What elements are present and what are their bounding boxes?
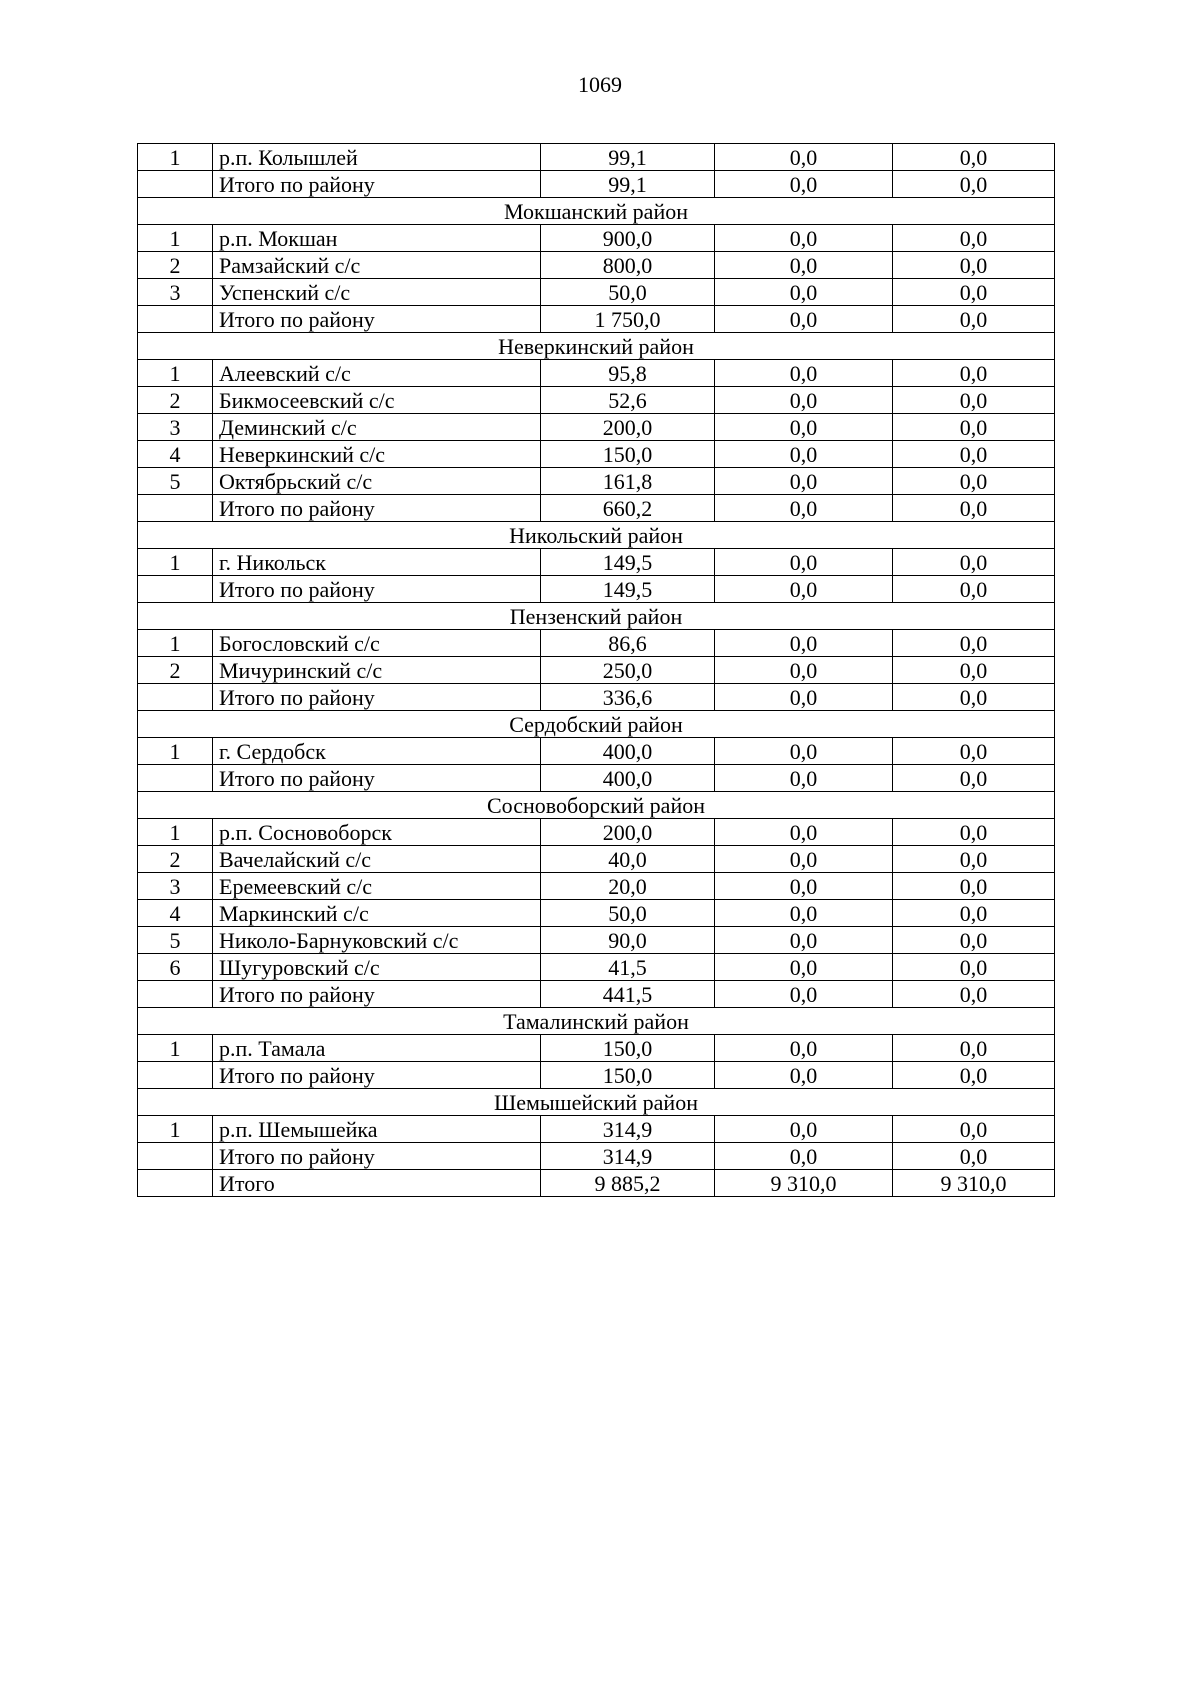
district-header-row	[138, 522, 1055, 549]
table-row	[138, 576, 1055, 603]
value-3: 0,0	[893, 360, 1055, 387]
district-title: Сердобский район	[138, 711, 1055, 738]
table-row	[138, 468, 1055, 495]
value-3: 0,0	[893, 468, 1055, 495]
value-3: 0,0	[893, 1116, 1055, 1143]
row-number: 1	[138, 225, 213, 252]
row-number: 4	[138, 900, 213, 927]
row-number: 3	[138, 279, 213, 306]
table-row	[138, 144, 1055, 171]
district-title: Никольский район	[138, 522, 1055, 549]
row-number	[138, 1062, 213, 1089]
value-1: 200,0	[541, 414, 715, 441]
settlement-name: Итого по району	[213, 1062, 541, 1089]
value-2: 0,0	[715, 954, 893, 981]
value-3: 0,0	[893, 684, 1055, 711]
district-header-row	[138, 792, 1055, 819]
value-2: 0,0	[715, 360, 893, 387]
value-1: 441,5	[541, 981, 715, 1008]
value-2: 0,0	[715, 549, 893, 576]
settlement-name: Николо-Барнуковский с/с	[213, 927, 541, 954]
row-number: 1	[138, 1116, 213, 1143]
settlement-name: Итого по району	[213, 765, 541, 792]
value-3: 0,0	[893, 144, 1055, 171]
value-2: 0,0	[715, 927, 893, 954]
value-2: 0,0	[715, 657, 893, 684]
value-1: 800,0	[541, 252, 715, 279]
value-3: 0,0	[893, 387, 1055, 414]
table-row	[138, 1143, 1055, 1170]
settlement-name: Бикмосеевский с/с	[213, 387, 541, 414]
row-number	[138, 1143, 213, 1170]
page-number: 1069	[578, 72, 622, 97]
settlement-name: р.п. Тамала	[213, 1035, 541, 1062]
row-number: 1	[138, 144, 213, 171]
value-1: 900,0	[541, 225, 715, 252]
row-number: 5	[138, 468, 213, 495]
table-row	[138, 927, 1055, 954]
row-number: 3	[138, 873, 213, 900]
value-2: 0,0	[715, 684, 893, 711]
settlement-name: Октябрьский с/с	[213, 468, 541, 495]
value-1: 660,2	[541, 495, 715, 522]
value-3: 0,0	[893, 279, 1055, 306]
value-1: 99,1	[541, 171, 715, 198]
value-2: 0,0	[715, 1062, 893, 1089]
value-3: 0,0	[893, 306, 1055, 333]
value-1: 314,9	[541, 1143, 715, 1170]
value-3: 0,0	[893, 171, 1055, 198]
value-1: 41,5	[541, 954, 715, 981]
district-title: Мокшанский район	[138, 198, 1055, 225]
value-1: 149,5	[541, 576, 715, 603]
value-2: 0,0	[715, 981, 893, 1008]
value-1: 95,8	[541, 360, 715, 387]
table-row	[138, 549, 1055, 576]
table-row	[138, 171, 1055, 198]
table-body	[138, 144, 1055, 1197]
district-header-row	[138, 1089, 1055, 1116]
value-2: 0,0	[715, 765, 893, 792]
value-1: 400,0	[541, 765, 715, 792]
value-2: 0,0	[715, 441, 893, 468]
value-2: 0,0	[715, 630, 893, 657]
table-row	[138, 387, 1055, 414]
value-3: 0,0	[893, 495, 1055, 522]
table-row	[138, 657, 1055, 684]
row-number: 1	[138, 738, 213, 765]
settlement-name: р.п. Сосновоборск	[213, 819, 541, 846]
value-3: 9 310,0	[893, 1170, 1055, 1197]
settlement-name: Рамзайский с/с	[213, 252, 541, 279]
value-1: 150,0	[541, 1035, 715, 1062]
value-1: 150,0	[541, 441, 715, 468]
table-row	[138, 954, 1055, 981]
value-1: 250,0	[541, 657, 715, 684]
row-number: 2	[138, 657, 213, 684]
table-row	[138, 630, 1055, 657]
table-row	[138, 279, 1055, 306]
row-number: 2	[138, 252, 213, 279]
value-1: 1 750,0	[541, 306, 715, 333]
value-2: 0,0	[715, 900, 893, 927]
value-3: 0,0	[893, 1035, 1055, 1062]
value-2: 0,0	[715, 306, 893, 333]
table-row	[138, 684, 1055, 711]
table-row	[138, 765, 1055, 792]
value-1: 20,0	[541, 873, 715, 900]
value-1: 336,6	[541, 684, 715, 711]
row-number: 4	[138, 441, 213, 468]
value-1: 400,0	[541, 738, 715, 765]
settlement-name: Деминский с/с	[213, 414, 541, 441]
value-1: 50,0	[541, 900, 715, 927]
value-3: 0,0	[893, 1143, 1055, 1170]
value-2: 0,0	[715, 819, 893, 846]
row-number: 1	[138, 1035, 213, 1062]
row-number: 5	[138, 927, 213, 954]
value-2: 0,0	[715, 1143, 893, 1170]
district-title: Сосновоборский район	[138, 792, 1055, 819]
budget-table	[137, 143, 1055, 1197]
settlement-name: Итого по району	[213, 171, 541, 198]
district-title: Неверкинский район	[138, 333, 1055, 360]
value-3: 0,0	[893, 576, 1055, 603]
value-2: 0,0	[715, 1035, 893, 1062]
value-3: 0,0	[893, 846, 1055, 873]
row-number: 1	[138, 819, 213, 846]
value-3: 0,0	[893, 252, 1055, 279]
table-row	[138, 252, 1055, 279]
value-3: 0,0	[893, 819, 1055, 846]
value-3: 0,0	[893, 657, 1055, 684]
district-title: Тамалинский район	[138, 1008, 1055, 1035]
value-1: 90,0	[541, 927, 715, 954]
value-2: 0,0	[715, 846, 893, 873]
settlement-name: Богословский с/с	[213, 630, 541, 657]
row-number: 1	[138, 549, 213, 576]
value-1: 40,0	[541, 846, 715, 873]
value-2: 0,0	[715, 873, 893, 900]
value-1: 99,1	[541, 144, 715, 171]
table-row	[138, 846, 1055, 873]
district-header-row	[138, 333, 1055, 360]
row-number: 6	[138, 954, 213, 981]
value-1: 150,0	[541, 1062, 715, 1089]
table-row	[138, 873, 1055, 900]
value-1: 86,6	[541, 630, 715, 657]
row-number: 3	[138, 414, 213, 441]
value-3: 0,0	[893, 981, 1055, 1008]
value-2: 0,0	[715, 414, 893, 441]
value-2: 0,0	[715, 387, 893, 414]
value-3: 0,0	[893, 765, 1055, 792]
table-row	[138, 1062, 1055, 1089]
row-number: 2	[138, 387, 213, 414]
value-3: 0,0	[893, 927, 1055, 954]
table-row	[138, 495, 1055, 522]
settlement-name: Итого по району	[213, 576, 541, 603]
value-1: 52,6	[541, 387, 715, 414]
settlement-name: р.п. Колышлей	[213, 144, 541, 171]
value-2: 0,0	[715, 1116, 893, 1143]
district-title: Шемышейский район	[138, 1089, 1055, 1116]
value-2: 0,0	[715, 225, 893, 252]
row-number	[138, 576, 213, 603]
value-1: 149,5	[541, 549, 715, 576]
settlement-name: Итого по району	[213, 1143, 541, 1170]
settlement-name: Еремеевский с/с	[213, 873, 541, 900]
value-3: 0,0	[893, 441, 1055, 468]
value-1: 161,8	[541, 468, 715, 495]
table-row	[138, 738, 1055, 765]
settlement-name: Маркинский с/с	[213, 900, 541, 927]
value-2: 0,0	[715, 279, 893, 306]
value-2: 0,0	[715, 576, 893, 603]
settlement-name: Мичуринский с/с	[213, 657, 541, 684]
district-header-row	[138, 1008, 1055, 1035]
settlement-name: Алеевский с/с	[213, 360, 541, 387]
value-3: 0,0	[893, 225, 1055, 252]
value-2: 0,0	[715, 144, 893, 171]
value-1: 9 885,2	[541, 1170, 715, 1197]
row-number	[138, 684, 213, 711]
row-number: 1	[138, 630, 213, 657]
row-number	[138, 306, 213, 333]
settlement-name: Итого по району	[213, 684, 541, 711]
row-number: 2	[138, 846, 213, 873]
value-3: 0,0	[893, 1062, 1055, 1089]
district-header-row	[138, 198, 1055, 225]
settlement-name: Итого по району	[213, 981, 541, 1008]
table-row	[138, 306, 1055, 333]
district-title: Пензенский район	[138, 603, 1055, 630]
settlement-name: р.п. Мокшан	[213, 225, 541, 252]
value-1: 200,0	[541, 819, 715, 846]
row-number	[138, 981, 213, 1008]
settlement-name: Итого по району	[213, 495, 541, 522]
table-row	[138, 1170, 1055, 1197]
table-row	[138, 441, 1055, 468]
value-3: 0,0	[893, 738, 1055, 765]
row-number: 1	[138, 360, 213, 387]
value-2: 0,0	[715, 171, 893, 198]
value-2: 0,0	[715, 252, 893, 279]
row-number	[138, 765, 213, 792]
value-2: 0,0	[715, 495, 893, 522]
value-1: 314,9	[541, 1116, 715, 1143]
value-3: 0,0	[893, 873, 1055, 900]
table-row	[138, 225, 1055, 252]
value-2: 0,0	[715, 738, 893, 765]
settlement-name: Итого	[213, 1170, 541, 1197]
table-row	[138, 1035, 1055, 1062]
district-header-row	[138, 603, 1055, 630]
value-3: 0,0	[893, 900, 1055, 927]
value-3: 0,0	[893, 954, 1055, 981]
settlement-name: г. Сердобск	[213, 738, 541, 765]
table-row	[138, 819, 1055, 846]
settlement-name: Шугуровский с/с	[213, 954, 541, 981]
row-number	[138, 495, 213, 522]
settlement-name: г. Никольск	[213, 549, 541, 576]
settlement-name: Неверкинский с/с	[213, 441, 541, 468]
settlement-name: Итого по району	[213, 306, 541, 333]
table-row	[138, 414, 1055, 441]
value-3: 0,0	[893, 630, 1055, 657]
settlement-name: Вачелайский с/с	[213, 846, 541, 873]
value-3: 0,0	[893, 549, 1055, 576]
district-header-row	[138, 711, 1055, 738]
table-row	[138, 981, 1055, 1008]
table-row	[138, 1116, 1055, 1143]
value-2: 0,0	[715, 468, 893, 495]
row-number	[138, 171, 213, 198]
table-row	[138, 900, 1055, 927]
table-row	[138, 360, 1055, 387]
settlement-name: Успенский с/с	[213, 279, 541, 306]
value-3: 0,0	[893, 414, 1055, 441]
settlement-name: р.п. Шемышейка	[213, 1116, 541, 1143]
value-1: 50,0	[541, 279, 715, 306]
value-2: 9 310,0	[715, 1170, 893, 1197]
row-number	[138, 1170, 213, 1197]
